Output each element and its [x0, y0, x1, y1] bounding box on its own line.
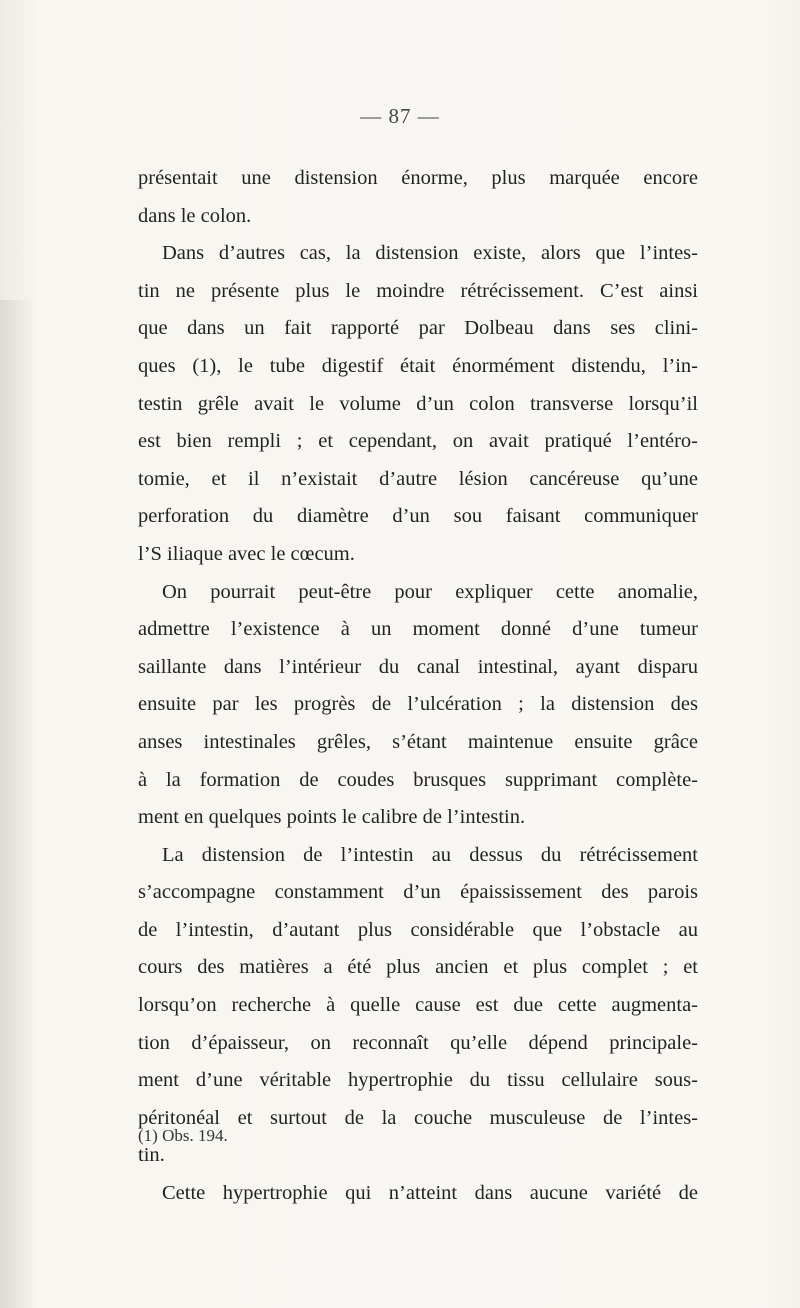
text-line: ques (1), le tube digestif était énormément distendu, l’in-: [138, 354, 698, 377]
text-line: présentait une distension énorme, plus marquée encore: [138, 167, 698, 189]
text-line: cours des matières a été plus ancien et plus complet ; et: [138, 956, 698, 979]
text-line: testin grêle avait le volume d’un colon transverse lorsqu’il: [138, 392, 698, 415]
text-line: lorsqu’on recherche à quelle cause est due cette augmenta-: [138, 994, 698, 1017]
gutter-shadow: [0, 300, 36, 1308]
text-line: tion d’épaisseur, on reconnaît qu’elle dépend principale-: [138, 1031, 698, 1054]
text-line: de l’intestin, d’autant plus considérable que l’obstacle au: [138, 918, 698, 941]
text-line: La distension de l’intestin au dessus du rétrécissement: [162, 843, 698, 866]
text-line: tin.: [138, 1144, 165, 1167]
text-line: à la formation de coudes brusques supprimant complète-: [138, 768, 698, 791]
text-line: tomie, et il n’existait d’autre lésion cancéreuse qu’une: [138, 467, 698, 490]
body-text: [138, 160, 698, 1213]
text-line: saillante dans l’intérieur du canal intestinal, ayant disparu: [138, 655, 698, 678]
text-line: dans le colon.: [138, 204, 252, 227]
text-line: que dans un fait rapporté par Dolbeau dans ses clini-: [138, 317, 698, 340]
text-line: admettre l’existence à un moment donné d’une tumeur: [138, 618, 698, 641]
text-line: est bien rempli ; et cependant, on avait pratiqué l’entéro-: [138, 430, 698, 453]
footnote: (1) Obs. 194.: [138, 1126, 228, 1145]
text-line: On pourrait peut-être pour expliquer cette anomalie,: [162, 580, 698, 603]
text-line: l’S iliaque avec le cœcum.: [138, 542, 355, 565]
text-line: tin ne présente plus le moindre rétrécissement. C’est ainsi: [138, 279, 698, 302]
text-line: péritonéal et surtout de la couche musculeuse de l’intes-: [138, 1106, 698, 1129]
text-line: Cette hypertrophie qui n’atteint dans aucune variété de: [162, 1182, 698, 1205]
text-line: anses intestinales grêles, s’étant maintenue ensuite grâce: [138, 730, 698, 753]
text-line: ment en quelques points le calibre de l’intestin.: [138, 806, 526, 829]
text-line: perforation du diamètre d’un sou faisant communiquer: [138, 505, 698, 528]
page-number: — 87 —: [360, 104, 440, 128]
text-line: ensuite par les progrès de l’ulcération ; la distension des: [138, 693, 698, 716]
text-line: Dans d’autres cas, la distension existe, alors que l’intes-: [162, 242, 698, 265]
text-line: s’accompagne constamment d’un épaississement des parois: [138, 881, 698, 904]
text-line: ment d’une véritable hypertrophie du tissu cellulaire sous-: [138, 1069, 698, 1092]
